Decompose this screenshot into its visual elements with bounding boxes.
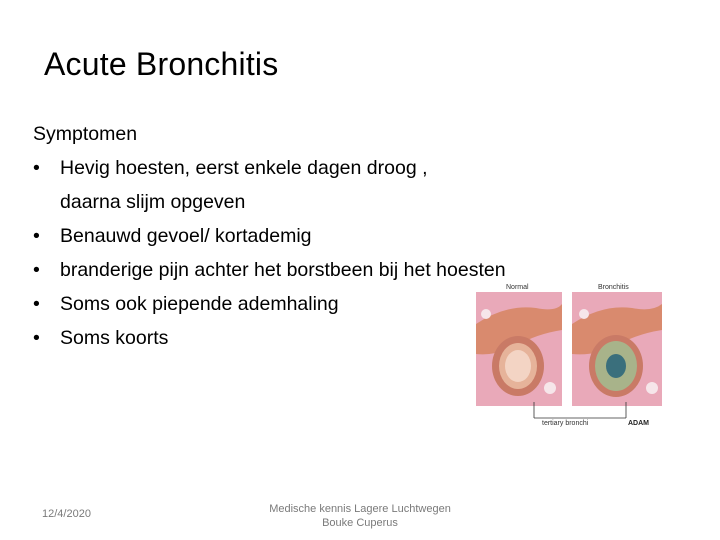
bullet-glyph: •: [33, 293, 40, 315]
list-item: [33, 219, 593, 253]
bullet-glyph: •: [33, 157, 40, 179]
footer-line: Medische kennis Lagere Luchtwegen: [269, 503, 451, 515]
bullet-glyph: •: [33, 327, 40, 349]
footer-center: [250, 502, 470, 530]
bronchi-illustration: [476, 284, 664, 428]
figure-caption: tertiary bronchi: [542, 420, 589, 427]
normal-alveoli: [481, 309, 491, 319]
list-item-text: Soms koorts: [60, 327, 169, 349]
bronchitis-narrowed-lumen: [606, 354, 626, 378]
bullet-glyph: •: [33, 259, 40, 281]
adam-credit: ADAM: [628, 420, 649, 427]
list-item-text: Benauwd gevoel/ kortademig: [60, 225, 312, 247]
bullet-glyph: •: [33, 225, 40, 247]
bronchitis-label: Bronchitis: [598, 284, 629, 291]
list-item: [33, 253, 593, 287]
section-heading: Symptomen: [33, 123, 138, 145]
bronchitis-alveoli: [646, 382, 658, 394]
list-item-text: Hevig hoesten, eerst enkele dagen droog ,: [60, 157, 428, 179]
normal-label: Normal: [506, 284, 529, 291]
footer-line: Bouke Cuperus: [322, 517, 398, 529]
list-item: [33, 151, 593, 219]
normal-bronchus-lumen: [505, 350, 531, 382]
list-item-text: daarna slijm opgeven: [60, 191, 246, 213]
list-item-text: Soms ook piepende ademhaling: [60, 293, 339, 315]
normal-alveoli: [544, 382, 556, 394]
footer-date: 12/4/2020: [42, 508, 91, 520]
bronchi-illustration-svg: [476, 284, 664, 428]
list-item-text: branderige pijn achter het borstbeen bij het hoesten: [60, 259, 506, 281]
bronchitis-alveoli: [579, 309, 589, 319]
slide-title: Acute Bronchitis: [44, 46, 279, 82]
